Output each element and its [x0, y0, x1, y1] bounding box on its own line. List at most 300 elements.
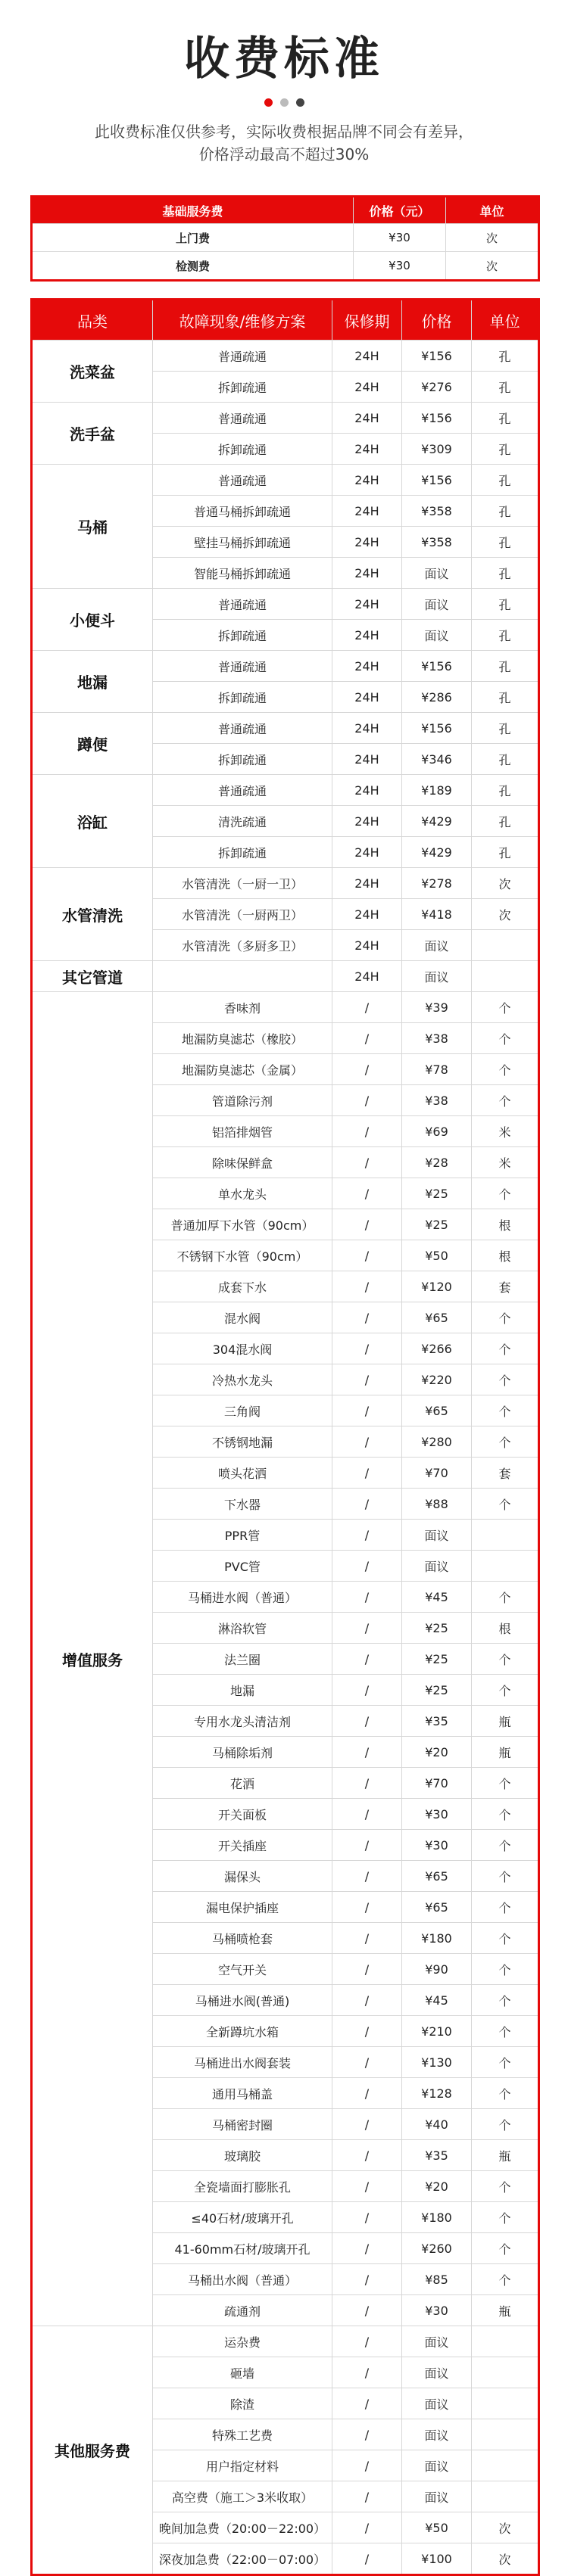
price-cell: ¥260 — [402, 2233, 472, 2264]
plan-cell: 马桶进出水阀套装 — [153, 2047, 332, 2078]
price-cell: ¥100 — [402, 2543, 472, 2575]
price-cell: 面议 — [402, 589, 472, 620]
warranty-cell: 24H — [332, 961, 402, 992]
price-cell: ¥189 — [402, 775, 472, 806]
unit-cell — [472, 2326, 539, 2357]
price-cell: ¥85 — [402, 2264, 472, 2295]
warranty-cell: / — [332, 1737, 402, 1768]
category-cell: 马桶 — [32, 465, 153, 589]
plan-cell: 通用马桶盖 — [153, 2078, 332, 2109]
unit-cell: 个 — [472, 1395, 539, 1426]
unit-cell: 个 — [472, 2016, 539, 2047]
warranty-cell: 24H — [332, 620, 402, 651]
table-row — [32, 961, 539, 992]
price-cell: ¥156 — [402, 341, 472, 372]
unit-cell: 个 — [472, 2233, 539, 2264]
unit-cell: 孔 — [472, 341, 539, 372]
note-line-2: 价格浮动最高不超过30% — [198, 145, 370, 163]
plan-cell: PPR管 — [153, 1520, 332, 1551]
unit-cell: 个 — [472, 1178, 539, 1209]
plan-cell: 晚间加急费（20:00－22:00） — [153, 2512, 332, 2543]
unit-cell — [472, 2357, 539, 2388]
plan-cell: 三角阀 — [153, 1395, 332, 1426]
warranty-cell: / — [332, 2295, 402, 2326]
unit-cell: 个 — [472, 1054, 539, 1085]
category-cell: 地漏 — [32, 651, 153, 713]
plan-cell: 拆卸疏通 — [153, 682, 332, 713]
table-row — [32, 775, 539, 806]
plan-cell: 普通疏通 — [153, 465, 332, 496]
unit-cell: 个 — [472, 1985, 539, 2016]
warranty-cell: / — [332, 1271, 402, 1302]
price-cell: ¥65 — [402, 1395, 472, 1426]
plan-cell: 全瓷墙面打膨胀孔 — [153, 2171, 332, 2202]
plan-cell: 除渣 — [153, 2388, 332, 2419]
price-cell: ¥128 — [402, 2078, 472, 2109]
price-cell: ¥156 — [402, 403, 472, 434]
price-cell: ¥30 — [402, 1830, 472, 1861]
warranty-cell: / — [332, 1582, 402, 1613]
plan-cell: 拆卸疏通 — [153, 620, 332, 651]
price-cell: ¥90 — [402, 1954, 472, 1985]
warranty-cell: 24H — [332, 713, 402, 744]
price-cell: ¥38 — [402, 1023, 472, 1054]
basic-service-price: ¥30 — [354, 252, 446, 281]
warranty-cell: 24H — [332, 341, 402, 372]
warranty-cell: / — [332, 2481, 402, 2512]
unit-cell: 孔 — [472, 403, 539, 434]
warranty-cell: / — [332, 2140, 402, 2171]
price-cell: ¥65 — [402, 1892, 472, 1923]
plan-cell: 地漏 — [153, 1675, 332, 1706]
unit-cell: 个 — [472, 1861, 539, 1892]
unit-cell: 个 — [472, 1364, 539, 1395]
warranty-cell: / — [332, 1023, 402, 1054]
warranty-cell: 24H — [332, 682, 402, 713]
price-cell: ¥220 — [402, 1364, 472, 1395]
plan-cell: 马桶密封圈 — [153, 2109, 332, 2140]
unit-cell: 根 — [472, 1209, 539, 1240]
unit-cell: 个 — [472, 1426, 539, 1458]
plan-cell: 智能马桶拆卸疏通 — [153, 558, 332, 589]
price-cell: ¥25 — [402, 1613, 472, 1644]
main-header-row — [32, 300, 539, 341]
price-cell: ¥266 — [402, 1333, 472, 1364]
price-cell: ¥156 — [402, 713, 472, 744]
unit-cell — [472, 2481, 539, 2512]
unit-cell: 个 — [472, 2109, 539, 2140]
warranty-cell: / — [332, 1520, 402, 1551]
price-cell: 面议 — [402, 2388, 472, 2419]
plan-cell: 水管清洗（一厨一卫） — [153, 868, 332, 899]
plan-cell: 花洒 — [153, 1768, 332, 1799]
price-cell: ¥50 — [402, 2512, 472, 2543]
warranty-cell: / — [332, 1054, 402, 1085]
unit-cell: 孔 — [472, 620, 539, 651]
plan-cell — [153, 961, 332, 992]
unit-cell: 瓶 — [472, 2140, 539, 2171]
warranty-cell: / — [332, 1706, 402, 1737]
price-cell: ¥30 — [402, 2295, 472, 2326]
basic-row — [32, 252, 539, 281]
warranty-cell: / — [332, 1551, 402, 1582]
price-cell: 面议 — [402, 1520, 472, 1551]
table-row — [32, 651, 539, 682]
plan-cell: 漏保头 — [153, 1861, 332, 1892]
basic-header-row — [32, 197, 539, 224]
price-cell: ¥38 — [402, 1085, 472, 1116]
plan-cell: 除味保鲜盒 — [153, 1147, 332, 1178]
plan-cell: 普通马桶拆卸疏通 — [153, 496, 332, 527]
plan-cell: 马桶喷枪套 — [153, 1923, 332, 1954]
price-cell: ¥70 — [402, 1768, 472, 1799]
basic-fee-table — [30, 195, 540, 282]
table-row — [32, 589, 539, 620]
warranty-cell: 24H — [332, 775, 402, 806]
price-cell: 面议 — [402, 2450, 472, 2481]
header-unit: 单位 — [472, 300, 539, 341]
unit-cell: 孔 — [472, 682, 539, 713]
warranty-cell: / — [332, 1799, 402, 1830]
plan-cell: 漏电保护插座 — [153, 1892, 332, 1923]
price-cell: 面议 — [402, 558, 472, 589]
price-cell: ¥20 — [402, 2171, 472, 2202]
unit-cell — [472, 2388, 539, 2419]
plan-cell: 清洗疏通 — [153, 806, 332, 837]
category-cell: 其他服务费 — [32, 2326, 153, 2575]
plan-cell: 冷热水龙头 — [153, 1364, 332, 1395]
warranty-cell: / — [332, 1085, 402, 1116]
plan-cell: 高空费（施工＞3米收取） — [153, 2481, 332, 2512]
unit-cell — [472, 1520, 539, 1551]
plan-cell: 拆卸疏通 — [153, 434, 332, 465]
price-cell: ¥25 — [402, 1675, 472, 1706]
unit-cell: 套 — [472, 1271, 539, 1302]
warranty-cell: / — [332, 2388, 402, 2419]
dot-dark — [296, 98, 304, 107]
unit-cell: 孔 — [472, 744, 539, 775]
unit-cell: 个 — [472, 992, 539, 1023]
unit-cell: 个 — [472, 1768, 539, 1799]
table-row — [32, 868, 539, 899]
plan-cell: 拆卸疏通 — [153, 372, 332, 403]
warranty-cell: / — [332, 1209, 402, 1240]
warranty-cell: 24H — [332, 837, 402, 868]
table-row — [32, 403, 539, 434]
unit-cell: 个 — [472, 1923, 539, 1954]
price-cell: ¥88 — [402, 1489, 472, 1520]
unit-cell: 个 — [472, 1954, 539, 1985]
plan-cell: 铝箔排烟管 — [153, 1116, 332, 1147]
warranty-cell: / — [332, 2202, 402, 2233]
plan-cell: 开关插座 — [153, 1830, 332, 1861]
unit-cell: 孔 — [472, 651, 539, 682]
main-table-body — [32, 341, 539, 2575]
plan-cell: 单水龙头 — [153, 1178, 332, 1209]
plan-cell: 喷头花洒 — [153, 1458, 332, 1489]
header-warranty: 保修期 — [332, 300, 402, 341]
unit-cell: 个 — [472, 1333, 539, 1364]
unit-cell: 个 — [472, 1023, 539, 1054]
price-cell: ¥429 — [402, 806, 472, 837]
unit-cell: 孔 — [472, 558, 539, 589]
unit-cell: 孔 — [472, 372, 539, 403]
price-cell: ¥70 — [402, 1458, 472, 1489]
plan-cell: 不锈钢下水管（90cm） — [153, 1240, 332, 1271]
price-cell: ¥418 — [402, 899, 472, 930]
price-cell: ¥180 — [402, 2202, 472, 2233]
warranty-cell: / — [332, 1923, 402, 1954]
basic-header-price: 价格（元） — [354, 197, 446, 224]
plan-cell: 下水器 — [153, 1489, 332, 1520]
plan-cell: 香味剂 — [153, 992, 332, 1023]
category-cell: 洗菜盆 — [32, 341, 153, 403]
price-cell: 面议 — [402, 961, 472, 992]
plan-cell: 水管清洗（多厨多卫） — [153, 930, 332, 961]
warranty-cell: / — [332, 2543, 402, 2575]
unit-cell: 孔 — [472, 589, 539, 620]
plan-cell: 普通疏通 — [153, 341, 332, 372]
basic-service-name: 检测费 — [32, 252, 354, 281]
table-row — [32, 465, 539, 496]
header-price: 价格 — [402, 300, 472, 341]
plan-cell: 马桶进水阀(普通) — [153, 1985, 332, 2016]
unit-cell: 根 — [472, 1240, 539, 1271]
plan-cell: 砸墙 — [153, 2357, 332, 2388]
unit-cell: 根 — [472, 1613, 539, 1644]
unit-cell: 个 — [472, 2078, 539, 2109]
plan-cell: 法兰圈 — [153, 1644, 332, 1675]
warranty-cell: / — [332, 2047, 402, 2078]
warranty-cell: / — [332, 1954, 402, 1985]
warranty-cell: / — [332, 1426, 402, 1458]
price-cell: ¥28 — [402, 1147, 472, 1178]
unit-cell: 瓶 — [472, 1706, 539, 1737]
price-cell: ¥78 — [402, 1054, 472, 1085]
plan-cell: 成套下水 — [153, 1271, 332, 1302]
warranty-cell: 24H — [332, 651, 402, 682]
price-cell: ¥309 — [402, 434, 472, 465]
price-cell: ¥45 — [402, 1985, 472, 2016]
warranty-cell: / — [332, 1240, 402, 1271]
unit-cell: 个 — [472, 2047, 539, 2078]
price-cell: ¥35 — [402, 1706, 472, 1737]
warranty-cell: / — [332, 1458, 402, 1489]
plan-cell: 运杂费 — [153, 2326, 332, 2357]
category-cell: 水管清洗 — [32, 868, 153, 961]
warranty-cell: 24H — [332, 899, 402, 930]
warranty-cell: / — [332, 1489, 402, 1520]
price-cell: 面议 — [402, 2481, 472, 2512]
basic-header-service: 基础服务费 — [32, 197, 354, 224]
plan-cell: 普通加厚下水管（90cm） — [153, 1209, 332, 1240]
unit-cell: 瓶 — [472, 1737, 539, 1768]
unit-cell: 次 — [472, 868, 539, 899]
category-cell: 其它管道 — [32, 961, 153, 992]
unit-cell: 个 — [472, 2171, 539, 2202]
warranty-cell: / — [332, 1178, 402, 1209]
basic-service-price: ¥30 — [354, 224, 446, 252]
unit-cell: 个 — [472, 1085, 539, 1116]
plan-cell: ≤40石材/玻璃开孔 — [153, 2202, 332, 2233]
plan-cell: 普通疏通 — [153, 651, 332, 682]
plan-cell: 全新蹲坑水箱 — [153, 2016, 332, 2047]
table-row — [32, 992, 539, 1023]
unit-cell: 个 — [472, 2264, 539, 2295]
plan-cell: 空气开关 — [153, 1954, 332, 1985]
price-cell: ¥40 — [402, 2109, 472, 2140]
table-row — [32, 2326, 539, 2357]
warranty-cell: 24H — [332, 558, 402, 589]
warranty-cell: 24H — [332, 496, 402, 527]
basic-service-name: 上门费 — [32, 224, 354, 252]
page-title: 收费标准 — [184, 33, 384, 86]
plan-cell: PVC管 — [153, 1551, 332, 1582]
plan-cell: 普通疏通 — [153, 713, 332, 744]
warranty-cell: / — [332, 1116, 402, 1147]
price-cell: 面议 — [402, 2326, 472, 2357]
price-cell: 面议 — [402, 620, 472, 651]
unit-cell: 孔 — [472, 496, 539, 527]
unit-cell: 孔 — [472, 837, 539, 868]
service-price-table — [30, 298, 540, 2576]
plan-cell: 特殊工艺费 — [153, 2419, 332, 2450]
plan-cell: 普通疏通 — [153, 403, 332, 434]
warranty-cell: / — [332, 2233, 402, 2264]
price-cell: ¥358 — [402, 496, 472, 527]
price-cell: ¥346 — [402, 744, 472, 775]
price-cell: ¥25 — [402, 1178, 472, 1209]
warranty-cell: / — [332, 992, 402, 1023]
warranty-cell: / — [332, 1768, 402, 1799]
plan-cell: 深夜加急费（22:00－07:00） — [153, 2543, 332, 2575]
plan-cell: 不锈钢地漏 — [153, 1426, 332, 1458]
table-row — [32, 341, 539, 372]
warranty-cell: / — [332, 1644, 402, 1675]
unit-cell: 孔 — [472, 465, 539, 496]
price-cell: 面议 — [402, 2357, 472, 2388]
warranty-cell: 24H — [332, 744, 402, 775]
unit-cell: 孔 — [472, 434, 539, 465]
unit-cell: 孔 — [472, 775, 539, 806]
plan-cell: 混水阀 — [153, 1302, 332, 1333]
plan-cell: 拆卸疏通 — [153, 837, 332, 868]
plan-cell: 41-60mm石材/玻璃开孔 — [153, 2233, 332, 2264]
warranty-cell: 24H — [332, 589, 402, 620]
plan-cell: 疏通剂 — [153, 2295, 332, 2326]
warranty-cell: 24H — [332, 465, 402, 496]
price-cell: ¥39 — [402, 992, 472, 1023]
price-cell: ¥69 — [402, 1116, 472, 1147]
dot-gray — [280, 98, 289, 107]
price-cell: ¥429 — [402, 837, 472, 868]
plan-cell: 水管清洗（一厨两卫） — [153, 899, 332, 930]
plan-cell: 马桶除垢剂 — [153, 1737, 332, 1768]
basic-header-unit: 单位 — [446, 197, 539, 224]
plan-cell: 地漏防臭滤芯（金属） — [153, 1054, 332, 1085]
header-plan: 故障现象/维修方案 — [153, 300, 332, 341]
price-cell: ¥120 — [402, 1271, 472, 1302]
warranty-cell: / — [332, 2326, 402, 2357]
price-cell: ¥20 — [402, 1737, 472, 1768]
plan-cell: 壁挂马桶拆卸疏通 — [153, 527, 332, 558]
price-cell: ¥30 — [402, 1799, 472, 1830]
warranty-cell: / — [332, 2078, 402, 2109]
unit-cell: 个 — [472, 1489, 539, 1520]
price-cell: ¥65 — [402, 1861, 472, 1892]
basic-service-unit: 次 — [446, 224, 539, 252]
warranty-cell: / — [332, 1395, 402, 1426]
price-cell: ¥180 — [402, 1923, 472, 1954]
warranty-cell: / — [332, 1613, 402, 1644]
unit-cell: 次 — [472, 899, 539, 930]
warranty-cell: / — [332, 2419, 402, 2450]
unit-cell: 个 — [472, 1582, 539, 1613]
disclaimer-note — [0, 120, 568, 166]
unit-cell: 米 — [472, 1116, 539, 1147]
unit-cell: 孔 — [472, 713, 539, 744]
warranty-cell: 24H — [332, 806, 402, 837]
price-cell: ¥156 — [402, 465, 472, 496]
unit-cell — [472, 961, 539, 992]
warranty-cell: / — [332, 1675, 402, 1706]
unit-cell: 次 — [472, 2543, 539, 2575]
unit-cell — [472, 2450, 539, 2481]
plan-cell: 普通疏通 — [153, 775, 332, 806]
plan-cell: 用户指定材料 — [153, 2450, 332, 2481]
price-cell: 面议 — [402, 930, 472, 961]
plan-cell: 马桶出水阀（普通） — [153, 2264, 332, 2295]
price-cell: ¥280 — [402, 1426, 472, 1458]
price-cell: ¥276 — [402, 372, 472, 403]
plan-cell: 304混水阀 — [153, 1333, 332, 1364]
warranty-cell: 24H — [332, 434, 402, 465]
warranty-cell: / — [332, 1861, 402, 1892]
warranty-cell: / — [332, 1302, 402, 1333]
category-cell: 浴缸 — [32, 775, 153, 868]
unit-cell: 套 — [472, 1458, 539, 1489]
plan-cell: 玻璃胶 — [153, 2140, 332, 2171]
plan-cell: 专用水龙头清洁剂 — [153, 1706, 332, 1737]
warranty-cell: / — [332, 1985, 402, 2016]
warranty-cell: / — [332, 1147, 402, 1178]
unit-cell: 个 — [472, 1644, 539, 1675]
warranty-cell: / — [332, 2264, 402, 2295]
warranty-cell: / — [332, 1364, 402, 1395]
price-cell: ¥45 — [402, 1582, 472, 1613]
unit-cell: 个 — [472, 1830, 539, 1861]
unit-cell: 米 — [472, 1147, 539, 1178]
price-cell: ¥210 — [402, 2016, 472, 2047]
unit-cell — [472, 1551, 539, 1582]
warranty-cell: / — [332, 1830, 402, 1861]
price-cell: ¥156 — [402, 651, 472, 682]
warranty-cell: / — [332, 2450, 402, 2481]
price-cell: ¥278 — [402, 868, 472, 899]
category-cell: 小便斗 — [32, 589, 153, 651]
plan-cell: 开关面板 — [153, 1799, 332, 1830]
warranty-cell: 24H — [332, 868, 402, 899]
basic-service-unit: 次 — [446, 252, 539, 281]
header-category: 品类 — [32, 300, 153, 341]
unit-cell: 孔 — [472, 806, 539, 837]
price-cell: ¥65 — [402, 1302, 472, 1333]
price-cell: ¥130 — [402, 2047, 472, 2078]
warranty-cell: 24H — [332, 403, 402, 434]
title-dots — [0, 98, 568, 107]
unit-cell: 次 — [472, 2512, 539, 2543]
plan-cell: 拆卸疏通 — [153, 744, 332, 775]
